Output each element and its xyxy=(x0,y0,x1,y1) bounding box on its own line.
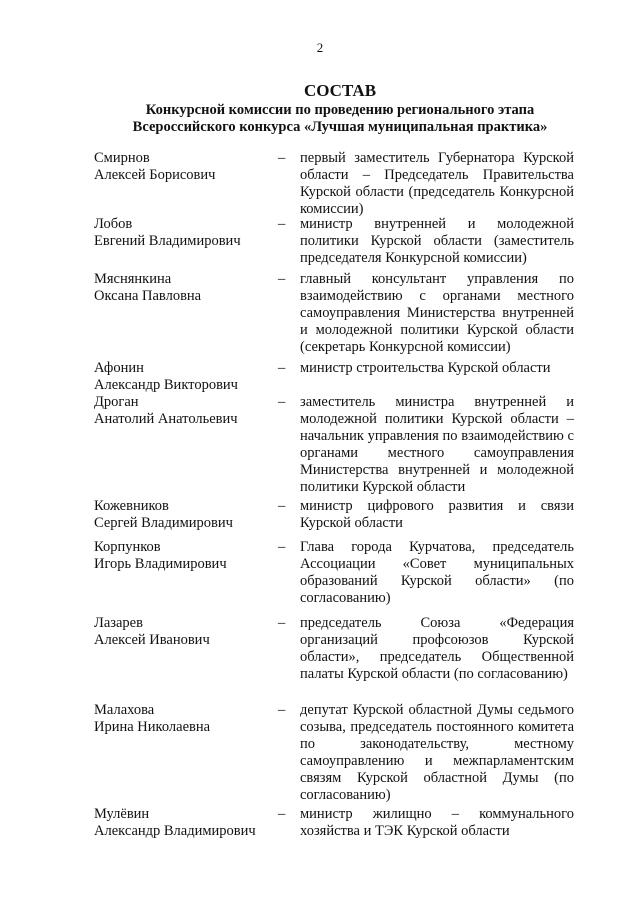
member-name xyxy=(94,216,274,250)
member-dash: – xyxy=(278,271,286,287)
member-name xyxy=(94,360,274,394)
member-given-names: Игорь Владимирович xyxy=(94,556,227,572)
member-role: депутат Курской областной Думы седьмого созыва, председатель постоянного комитета по законодательству, местному самоуправлению и межпарламентским связям Курской областной Думы (по согласованию) xyxy=(300,702,574,803)
member-given-names: Александр Владимирович xyxy=(94,823,256,839)
member-surname: Дроган xyxy=(94,394,139,410)
member-dash: – xyxy=(278,806,286,822)
member-dash: – xyxy=(278,615,286,631)
member-dash: – xyxy=(278,498,286,514)
member-name xyxy=(94,394,274,428)
member-entry xyxy=(0,806,640,846)
document-heading xyxy=(60,80,620,136)
member-surname: Мулёвин xyxy=(94,806,150,822)
member-surname: Афонин xyxy=(94,360,144,376)
document-subtitle-line-1: Конкурсной комиссии по проведению регионального этапа xyxy=(145,102,535,118)
member-given-names: Евгений Владимирович xyxy=(94,233,241,249)
member-given-names: Анатолий Анатольевич xyxy=(94,411,238,427)
member-entry xyxy=(0,360,640,394)
member-role: министр цифрового развития и связи Курской области xyxy=(300,498,574,531)
member-name xyxy=(94,615,274,649)
member-name xyxy=(94,539,274,573)
member-surname: Корпунков xyxy=(94,539,161,555)
member-role: министр строительства Курской области xyxy=(300,360,551,376)
member-dash: – xyxy=(278,360,286,376)
member-dash: – xyxy=(278,216,286,232)
member-role: министр жилищно – коммунального хозяйства и ТЭК Курской области xyxy=(300,806,574,839)
member-given-names: Ирина Николаевна xyxy=(94,719,211,735)
member-dash: – xyxy=(278,539,286,555)
member-given-names: Сергей Владимирович xyxy=(94,515,233,531)
document-subtitle-line-2: Всероссийского конкурса «Лучшая муниципальная практика» xyxy=(132,119,548,135)
member-surname: Лазарев xyxy=(94,615,143,631)
commission-members-list xyxy=(0,150,640,846)
member-entry xyxy=(0,498,640,539)
member-entry xyxy=(0,615,640,702)
member-role: главный консультант управления по взаимодействию с органами местного самоуправления Министерства внутренней и молодежной политики Курской области (секретарь Конкурсной комиссии) xyxy=(300,271,574,355)
member-surname: Кожевников xyxy=(94,498,169,514)
member-surname: Смирнов xyxy=(94,150,150,166)
member-entry xyxy=(0,150,640,216)
member-role: министр внутренней и молодежной политики Курской области (заместитель председателя Конкурсной комиссии) xyxy=(300,216,574,266)
member-dash: – xyxy=(278,394,286,410)
member-name xyxy=(94,498,274,532)
member-entry xyxy=(0,702,640,806)
member-name xyxy=(94,271,274,305)
member-entry xyxy=(0,394,640,498)
page-number: 2 xyxy=(316,40,324,55)
document-title: СОСТАВ xyxy=(303,81,377,100)
member-role: Глава города Курчатова, председатель Ассоциации «Совет муниципальных образований Курской области» (по согласованию) xyxy=(300,539,574,606)
member-given-names: Оксана Павловна xyxy=(94,288,202,304)
member-given-names: Алексей Борисович xyxy=(94,167,216,183)
member-name xyxy=(94,806,274,840)
member-name xyxy=(94,702,274,736)
member-dash: – xyxy=(278,702,286,718)
member-entry xyxy=(0,216,640,271)
member-given-names: Алексей Иванович xyxy=(94,632,210,648)
member-role: председатель Союза «Федерация организаций профсоюзов Курской области», председатель Общественной палаты Курской области (по согласованию) xyxy=(300,615,574,682)
member-surname: Мяснянкина xyxy=(94,271,172,287)
member-entry xyxy=(0,539,640,615)
member-given-names: Александр Викторович xyxy=(94,377,238,393)
member-surname: Малахова xyxy=(94,702,155,718)
member-dash: – xyxy=(278,150,286,166)
member-name xyxy=(94,150,274,184)
member-role: заместитель министра внутренней и молодежной политики Курской области – начальник управления по взаимодействию с органами местного самоуправления Министерства внутренней и молодежной политики Курской области xyxy=(300,394,574,495)
member-entry xyxy=(0,271,640,360)
member-surname: Лобов xyxy=(94,216,133,232)
member-role: первый заместитель Губернатора Курской области – Председатель Правительства Курской области (председатель Конкурсной комиссии) xyxy=(300,150,574,217)
